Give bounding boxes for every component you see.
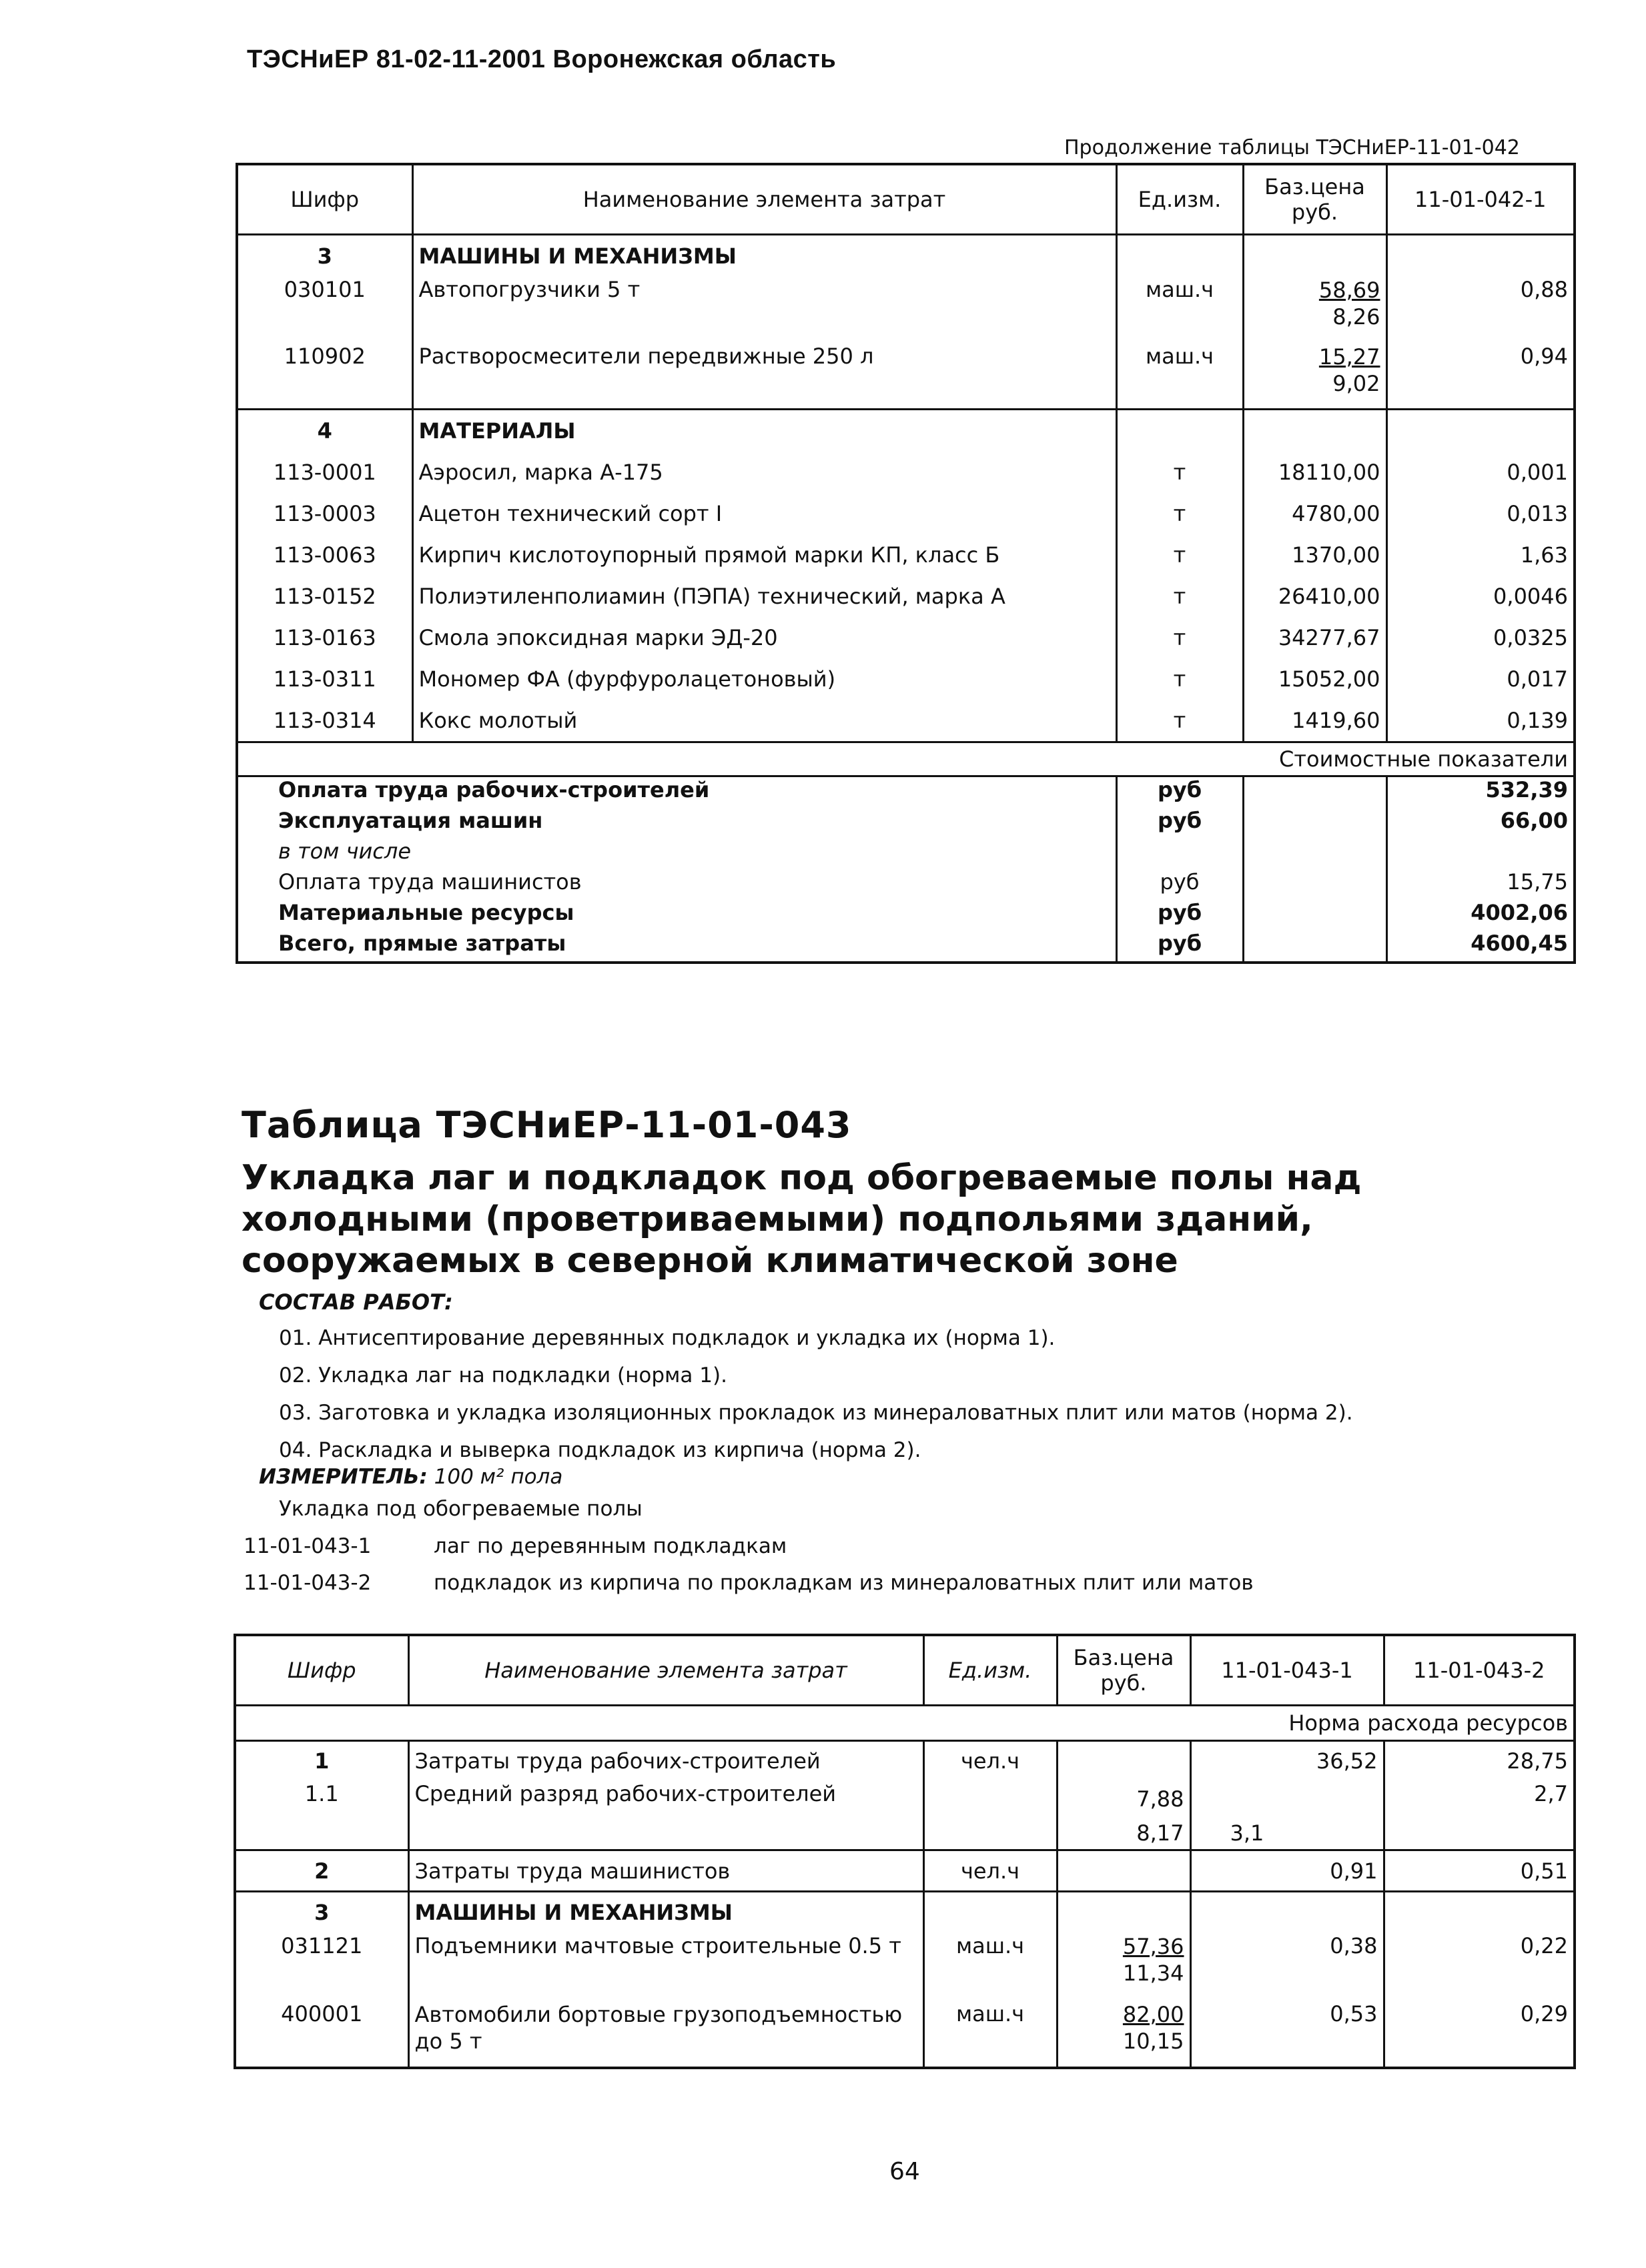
col-header-price: Баз.цена руб. xyxy=(1057,1635,1190,1706)
row-code: 113-0003 xyxy=(273,500,376,526)
row-norm-1: 36,52 xyxy=(1190,1741,1384,1781)
row-norm-value: 0,0046 xyxy=(1386,576,1575,617)
row-unit: маш.ч xyxy=(923,2001,1057,2068)
price-base: 57,36 xyxy=(1122,1933,1184,1959)
row-code: 113-0163 xyxy=(273,624,376,650)
row-price xyxy=(1243,344,1386,409)
table-row xyxy=(235,1741,1575,1781)
cost-caption: Стоимостные показатели xyxy=(237,742,1575,776)
row-price xyxy=(1057,1933,1190,2001)
table-row xyxy=(237,534,1575,576)
col-header-price: Баз.цена руб. xyxy=(1243,164,1386,235)
cost-row xyxy=(237,808,1575,838)
price-base: 82,00 xyxy=(1122,2001,1184,2027)
row-code: 1 xyxy=(314,1748,330,1774)
row-price: 1419,60 xyxy=(1243,700,1386,742)
row-code: 113-0152 xyxy=(273,583,376,609)
table-row xyxy=(235,2001,1575,2068)
row-norm-value: 0,0325 xyxy=(1386,617,1575,658)
row-norm-2: 28,75 xyxy=(1384,1741,1575,1781)
cost-unit: руб xyxy=(1116,900,1243,931)
row-norm-1: 0,38 xyxy=(1190,1933,1384,2001)
row-code: 1.1 xyxy=(304,1780,339,1806)
row-price xyxy=(1057,1781,1190,1850)
cost-value: 532,39 xyxy=(1386,776,1575,808)
col-header-name: Наименование элемента затрат xyxy=(408,1635,923,1706)
row-norm-1: 0,53 xyxy=(1190,2001,1384,2068)
row-name: Мономер ФА (фурфуролацетоновый) xyxy=(412,658,1116,700)
row-unit: т xyxy=(1116,452,1243,493)
row-unit: т xyxy=(1116,658,1243,700)
row-norm-1: 0,91 xyxy=(1190,1850,1384,1892)
col-header-code: Шифр xyxy=(235,1635,408,1706)
table-row xyxy=(237,617,1575,658)
table-row xyxy=(237,493,1575,534)
row-norm-1 xyxy=(1190,1781,1384,1850)
list-item: 03. Заготовка и укладка изоляционных прокладок из минераловатных плит или матов (норма 2). xyxy=(279,1401,1353,1425)
row-name: Затраты труда рабочих-строителей xyxy=(408,1741,923,1781)
laying-note: Укладка под обогреваемые полы xyxy=(279,1497,643,1521)
row-price xyxy=(1057,2001,1190,2068)
table-row xyxy=(237,658,1575,700)
cost-value: 15,75 xyxy=(1386,869,1575,900)
cost-row xyxy=(237,900,1575,931)
page-number: 64 xyxy=(889,2158,920,2185)
cost-caption-row xyxy=(237,742,1575,776)
row-unit: маш.ч xyxy=(1116,344,1243,409)
section-number: 3 xyxy=(235,1892,408,1933)
works-heading: СОСТАВ РАБОТ: xyxy=(259,1289,453,1315)
row-unit: чел.ч xyxy=(923,1850,1057,1892)
row-code: 113-0311 xyxy=(273,666,376,692)
row-norm-value: 1,63 xyxy=(1386,534,1575,576)
name-line-2: до 5 т xyxy=(414,2028,482,2054)
measure-value: 100 м² пола xyxy=(434,1465,563,1489)
list-item: 01. Антисептирование деревянных подкладок и укладка их (норма 1). xyxy=(279,1326,1056,1350)
list-item: 02. Укладка лаг на подкладки (норма 1). xyxy=(279,1363,727,1387)
works-list xyxy=(279,1319,1353,1469)
norm-1-top xyxy=(1197,1781,1378,1817)
cost-row xyxy=(237,869,1575,900)
col-header-code: Шифр xyxy=(237,164,412,235)
section-title: МАТЕРИАЛЫ xyxy=(412,409,1116,452)
row-name: Кокс молотый xyxy=(412,700,1116,742)
row-code: 113-0001 xyxy=(273,459,376,485)
cost-row xyxy=(237,838,1575,869)
section-number: 3 xyxy=(317,243,332,269)
row-name: Смола эпоксидная марки ЭД-20 xyxy=(412,617,1116,658)
resource-table-042 xyxy=(236,163,1576,964)
cost-value: 66,00 xyxy=(1386,808,1575,838)
cost-unit xyxy=(1116,838,1243,869)
price-base: 15,27 xyxy=(1318,344,1380,370)
col-header-norm-1: 11-01-043-1 xyxy=(1190,1635,1384,1706)
norm-caption-row xyxy=(235,1706,1575,1741)
row-unit: т xyxy=(1116,617,1243,658)
row-unit: маш.ч xyxy=(1116,277,1243,344)
row-price: 26410,00 xyxy=(1243,576,1386,617)
cost-label: Оплата труда рабочих-строителей xyxy=(278,776,710,802)
row-unit: т xyxy=(1116,493,1243,534)
price-base: 7,88 xyxy=(1136,1786,1184,1812)
cost-row xyxy=(237,776,1575,808)
row-code: 110902 xyxy=(284,344,366,369)
row-name: Ацетон технический сорт I xyxy=(412,493,1116,534)
row-price xyxy=(1057,1741,1190,1781)
row-code: 113-0063 xyxy=(273,542,376,568)
row-price: 15052,00 xyxy=(1243,658,1386,700)
list-item: 04. Раскладка и выверка подкладок из кирпича (норма 2). xyxy=(279,1438,921,1462)
row-norm-value: 0,139 xyxy=(1386,700,1575,742)
row-norm-value: 0,94 xyxy=(1386,344,1575,409)
row-norm-value: 0,013 xyxy=(1386,493,1575,534)
row-unit: т xyxy=(1116,534,1243,576)
row-norm-value: 0,001 xyxy=(1386,452,1575,493)
cost-unit: руб xyxy=(1116,776,1243,808)
cost-value: 4002,06 xyxy=(1386,900,1575,931)
norm-code: 11-01-043-1 xyxy=(244,1534,372,1558)
row-name: Аэросил, марка А-175 xyxy=(412,452,1116,493)
row-unit xyxy=(923,1781,1057,1850)
row-name xyxy=(408,2001,923,2068)
resource-table-043 xyxy=(234,1634,1576,2069)
row-norm-2: 0,29 xyxy=(1384,2001,1575,2068)
row-name: Полиэтиленполиамин (ПЭПА) технический, марка А xyxy=(412,576,1116,617)
price-operator: 10,15 xyxy=(1122,2028,1184,2054)
row-unit: чел.ч xyxy=(923,1741,1057,1781)
price-operator: 11,34 xyxy=(1122,1960,1184,1986)
norm-caption: Норма расхода ресурсов xyxy=(235,1706,1575,1741)
cost-unit: руб xyxy=(1116,931,1243,963)
table-row xyxy=(235,1933,1575,2001)
document-header: ТЭСНиЕР 81-02-11-2001 Воронежская область xyxy=(247,45,837,73)
norm-description: лаг по деревянным подкладкам xyxy=(434,1534,787,1558)
cost-label: Материальные ресурсы xyxy=(278,899,574,925)
row-name: Средний разряд рабочих-строителей xyxy=(408,1781,923,1850)
price-operator: 9,02 xyxy=(1332,371,1380,396)
row-name: Автопогрузчики 5 т xyxy=(412,277,1116,344)
row-price: 18110,00 xyxy=(1243,452,1386,493)
cost-unit: руб xyxy=(1116,869,1243,900)
row-norm-2: 2,7 xyxy=(1384,1781,1575,1850)
row-code: 030101 xyxy=(284,277,366,302)
measure-line xyxy=(259,1465,562,1489)
table-title: Таблица ТЭСНиЕР-11-01-043 xyxy=(242,1104,852,1146)
section-title: МАШИНЫ И МЕХАНИЗМЫ xyxy=(408,1892,923,1933)
price-base: 58,69 xyxy=(1318,277,1380,303)
table-row xyxy=(237,700,1575,742)
table-row xyxy=(235,1850,1575,1892)
table-row xyxy=(237,576,1575,617)
row-name: Растворосмесители передвижные 250 л xyxy=(412,344,1116,409)
row-name: Кирпич кислотоупорный прямой марки КП, класс Б xyxy=(412,534,1116,576)
price-operator: 8,26 xyxy=(1332,304,1380,330)
table-row xyxy=(237,277,1575,344)
norm-description: подкладок из кирпича по прокладкам из минераловатных плит или матов xyxy=(434,1571,1254,1595)
name-line-1: Автомобили бортовые грузоподъемностью xyxy=(414,2001,903,2027)
col-header-unit: Ед.изм. xyxy=(1116,164,1243,235)
row-unit: маш.ч xyxy=(923,1933,1057,2001)
row-norm-value: 0,017 xyxy=(1386,658,1575,700)
section-row-machines xyxy=(235,1892,1575,1933)
col-header-norm: 11-01-042-1 xyxy=(1386,164,1575,235)
row-price: 4780,00 xyxy=(1243,493,1386,534)
price-second: 8,17 xyxy=(1136,1820,1184,1846)
row-norm-2: 0,22 xyxy=(1384,1933,1575,2001)
table-continuation-caption: Продолжение таблицы ТЭСНиЕР-11-01-042 xyxy=(1064,136,1520,159)
table-row xyxy=(237,452,1575,493)
cost-label: в том числе xyxy=(278,838,411,864)
cost-label: Всего, прямые затраты xyxy=(278,930,566,956)
row-norm-2: 0,51 xyxy=(1384,1850,1575,1892)
row-price: 1370,00 xyxy=(1243,534,1386,576)
row-code: 400001 xyxy=(281,2001,363,2027)
table-row xyxy=(235,1781,1575,1850)
row-price: 34277,67 xyxy=(1243,617,1386,658)
section-number: 4 xyxy=(237,409,412,452)
section-row-machines xyxy=(237,235,1575,277)
row-name: Подъемники мачтовые строительные 0.5 т xyxy=(408,1933,923,2001)
col-header-norm-2: 11-01-043-2 xyxy=(1384,1635,1575,1706)
section-row-materials xyxy=(237,409,1575,452)
row-price xyxy=(1057,1850,1190,1892)
table-subtitle: Укладка лаг и подкладок под обогреваемые полы над холодными (проветриваемыми) подпольями зданий, сооружаемых в северной климатической зоне xyxy=(242,1158,1362,1281)
row-price xyxy=(1243,277,1386,344)
norm-code: 11-01-043-2 xyxy=(244,1571,372,1595)
row-code: 031121 xyxy=(281,1932,363,1958)
col-header-name: Наименование элемента затрат xyxy=(412,164,1116,235)
cost-unit: руб xyxy=(1116,808,1243,838)
measure-label: ИЗМЕРИТЕЛЬ: xyxy=(259,1465,428,1489)
cost-value: 4600,45 xyxy=(1386,931,1575,963)
row-code: 113-0314 xyxy=(273,707,376,733)
section-title: МАШИНЫ И МЕХАНИЗМЫ xyxy=(412,235,1116,277)
cost-label: Оплата труда машинистов xyxy=(278,869,582,895)
row-unit: т xyxy=(1116,700,1243,742)
table-row xyxy=(237,344,1575,409)
row-unit: т xyxy=(1116,576,1243,617)
cost-row xyxy=(237,931,1575,963)
row-name: Затраты труда машинистов xyxy=(408,1850,923,1892)
cost-label: Эксплуатация машин xyxy=(278,807,543,833)
norm-1-bottom: 3,1 xyxy=(1230,1820,1264,1846)
col-header-unit: Ед.изм. xyxy=(923,1635,1057,1706)
row-norm-value: 0,88 xyxy=(1386,277,1575,344)
row-code: 2 xyxy=(235,1850,408,1892)
cost-value xyxy=(1386,838,1575,869)
